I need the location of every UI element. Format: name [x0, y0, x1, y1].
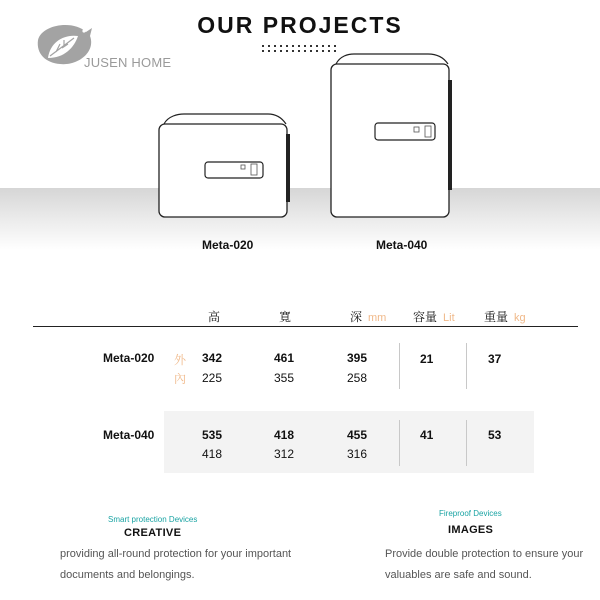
header-capacity — [413, 308, 455, 325]
header-height: 高 — [208, 310, 221, 324]
row2-capacity: 41 — [420, 428, 434, 442]
feature-tag-fireproof: Fireproof Devices — [439, 509, 502, 518]
row2-background — [164, 411, 534, 473]
row-model-meta-020: Meta-020 — [103, 351, 155, 365]
product-label-meta-040: Meta-040 — [376, 238, 428, 252]
product-label-meta-020: Meta-020 — [202, 238, 254, 252]
brand-name: JUSEN HOME — [84, 55, 172, 70]
header-depth-unit: mm — [368, 312, 387, 324]
row1-divider-2 — [466, 343, 467, 389]
row1-capacity: 21 — [420, 352, 434, 366]
feature-tag-smart-protection: Smart protection Devices — [108, 515, 198, 524]
row1-inner-width: 355 — [274, 371, 295, 385]
row2-outer-width: 418 — [274, 428, 295, 442]
safe-image-meta-040[interactable] — [330, 52, 456, 218]
header-depth — [350, 308, 386, 325]
row1-outer-width: 461 — [274, 351, 295, 365]
safe-image-meta-020[interactable] — [158, 110, 292, 218]
row1-kind-outer: 外 — [174, 353, 187, 367]
title-divider-dots — [262, 45, 340, 53]
row1-kind-inner: 內 — [174, 372, 187, 386]
row2-outer-height: 535 — [202, 428, 223, 442]
product-backdrop — [0, 188, 600, 250]
row1-weight: 37 — [488, 352, 502, 366]
header-weight — [484, 308, 526, 325]
page-title: OUR PROJECTS — [197, 12, 403, 38]
row1-divider-1 — [399, 343, 400, 389]
row1-inner-depth: 258 — [347, 371, 368, 385]
row2-divider-1 — [399, 420, 400, 466]
table-header-rule — [33, 326, 578, 327]
header-weight-label: 重量 — [484, 310, 509, 324]
row2-inner-height: 418 — [202, 447, 223, 461]
row1-inner-height: 225 — [202, 371, 223, 385]
row2-outer-depth: 455 — [347, 428, 368, 442]
row-model-meta-040: Meta-040 — [103, 428, 155, 442]
feature-desc-images: Provide double protection to ensure your valuables are safe and sound. — [385, 548, 584, 581]
row2-inner-width: 312 — [274, 447, 295, 461]
feature-title-images: IMAGES — [448, 524, 494, 536]
row1-outer-height: 342 — [202, 351, 223, 365]
header-width: 寬 — [279, 310, 292, 324]
row1-outer-depth: 395 — [347, 351, 368, 365]
feature-title-creative: CREATIVE — [124, 527, 182, 539]
row2-weight: 53 — [488, 428, 502, 442]
header-capacity-unit: Lit — [443, 312, 455, 324]
feature-desc-creative: providing all-round protection for your important documents and belongings. — [60, 548, 292, 581]
row2-divider-2 — [466, 420, 467, 466]
header-weight-unit: kg — [514, 312, 526, 324]
header-capacity-label: 容量 — [413, 310, 438, 324]
header-depth-label: 深 — [350, 310, 363, 324]
row2-inner-depth: 316 — [347, 447, 368, 461]
